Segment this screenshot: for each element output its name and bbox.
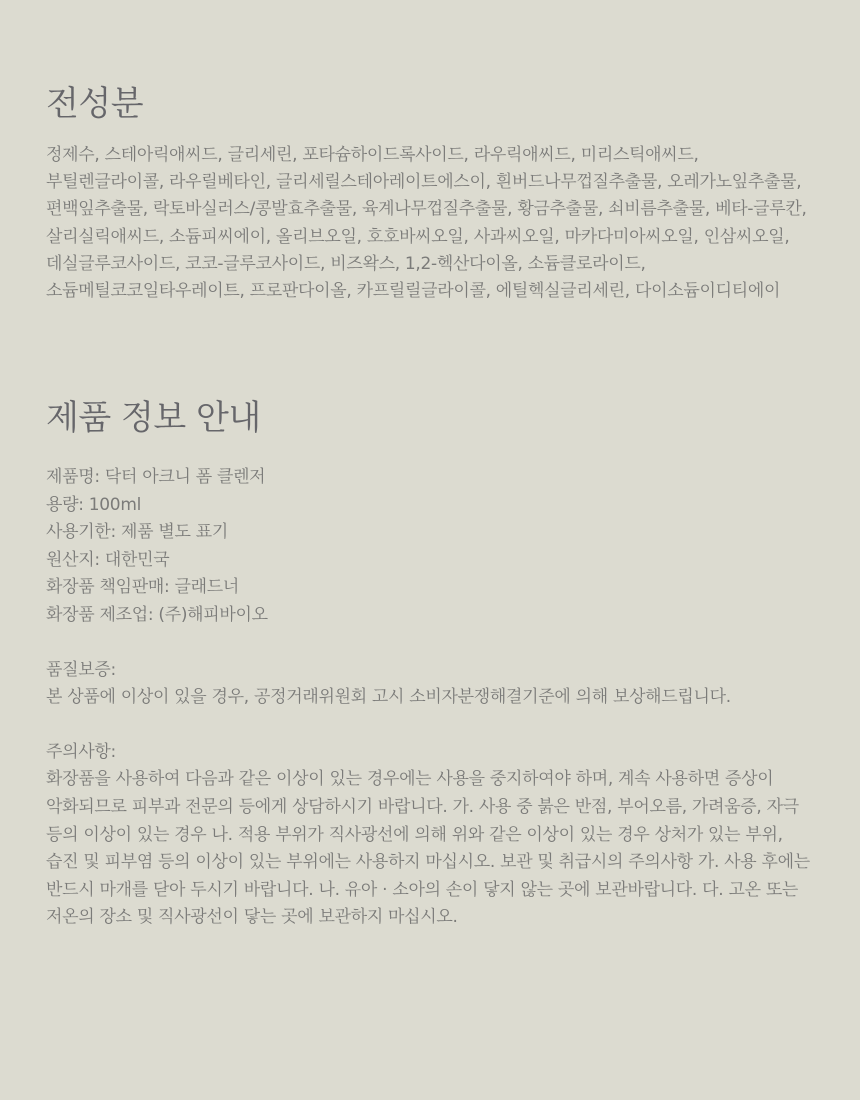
distributor-row: 화장품 책임판매: 글래드너	[46, 577, 239, 598]
caution-block	[46, 739, 816, 932]
expiration-row: 사용기한: 제품 별도 표기	[46, 522, 228, 543]
ingredients-list: 정제수, 스테아릭애씨드, 글리세린, 포타슘하이드록사이드, 라우릭애씨드, 미리스틱애씨드, 부틸렌글라이콜, 라우릴베타인, 글리세릴스테아레이트에스이, 흰버드나무껍질추출물, 오레가노잎추출물, 편백잎추출물, 락토바실러스/콩발효추출물, 육계나무껍질추출물, 황금추출물, 쇠비름추출물, 베타-글루칸, 살리실릭애씨드, 소듐피씨에이, 올리브오일, 호호바씨오일, 사과씨오일, 마카다미아씨오일, 인삼씨오일, 데실글루코사이드, 코코-글루코사이드, 비즈왁스, 1,2-헥산다이올, 소듐클로라이드, 소듐메틸코코일타우레이트, 프로판다이올, 카프릴릴글라이콜, 에틸헥실글리세린, 다이소듐이디티에이	[46, 145, 807, 302]
product-info-section	[46, 394, 816, 932]
quality-guarantee-block	[46, 657, 816, 712]
origin-row: 원산지: 대한민국	[46, 549, 170, 570]
caution-label: 주의사항:	[46, 741, 116, 762]
volume-row: 용량: 100ml	[46, 494, 142, 515]
caution-text: 화장품을 사용하여 다음과 같은 이상이 있는 경우에는 사용을 중지하여야 하며, 계속 사용하면 증상이 악화되므로 피부과 전문의 등에게 상담하시기 바랍니다. 가. 사용 중 붉은 반점, 부어오름, 가려움증, 자극 등의 이상이 있는 경우 나. 적용 부위가 직사광선에 의해 위와 같은 이상이 있는 경우 상처가 있는 부위, 습진 및 피부염 등의 이상이 있는 부위에는 사용하지 마십시오. 보관 및 취급시의 주의사항 가. 사용 후에는 반드시 마개를 닫아 두시기 바랍니다. 나. 유아 · 소아의 손이 닿지 않는 곳에 보관바랍니다. 다. 고온 또는 저온의 장소 및 직사광선이 닿는 곳에 보관하지 마십시오.	[46, 769, 810, 928]
manufacturer-row: 화장품 제조업: (주)해피바이오	[46, 604, 268, 625]
ingredients-section	[46, 80, 816, 305]
product-info-list	[46, 464, 816, 630]
quality-guarantee-text: 본 상품에 이상이 있을 경우, 공정거래위원회 고시 소비자분쟁해결기준에 의해 보상해드립니다.	[46, 687, 731, 708]
ingredients-title: 전성분	[46, 84, 144, 124]
product-name-row: 제품명: 닥터 아크니 폼 클렌저	[46, 467, 266, 487]
quality-guarantee-label: 품질보증:	[46, 659, 116, 680]
product-info-title: 제품 정보 안내	[46, 398, 261, 438]
